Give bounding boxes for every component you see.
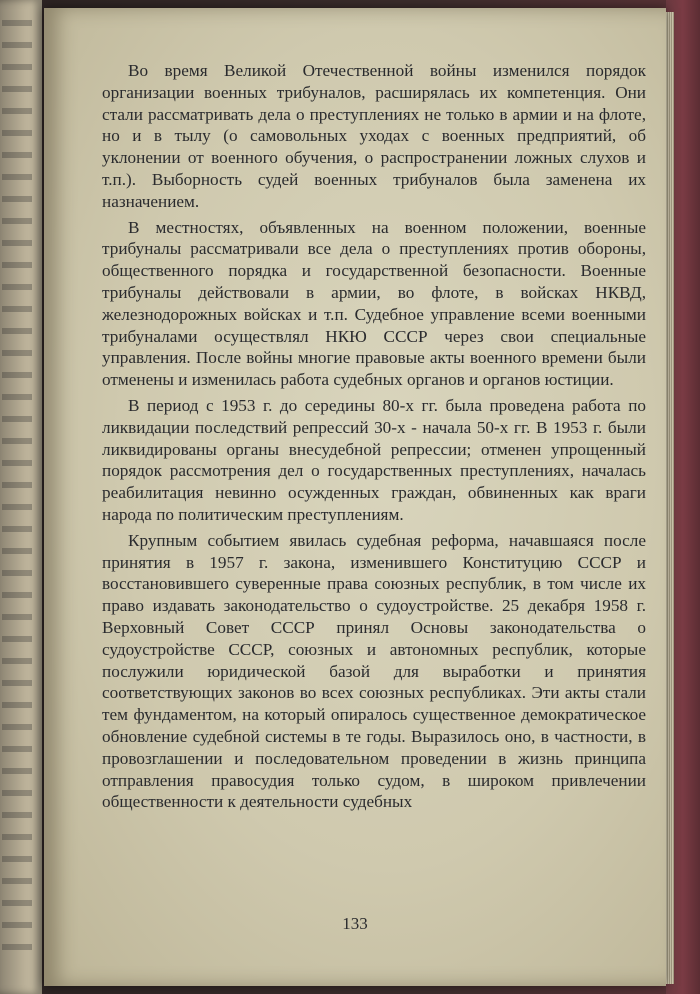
paragraph: Во время Великой Отечественной войны изменился порядок организации военных трибуналов, расширялась их компетенция. Они стали рассматривать дела о преступлениях не только в армии и на флоте, но и в тылу (о самовольных уходах с военных предприятий, об уклонении от военного обучения, о распространении ложных слухов и т.п.). Выборность судей военных трибуналов была заменена их назначением. bbox=[102, 61, 646, 211]
paragraph: В период с 1953 г. до середины 80-х гг. была проведена работа по ликвидации последствий репрессий 30-х - начала 50-х гг. В 1953 г. были ликвидированы органы внесудебной репрессии; отменен упрощенный порядок рассмотрения дел о государственных преступлениях, началась реабилитация невинно осужденных граждан, обвиненных как враги народа по политическим преступлениям. bbox=[102, 395, 646, 524]
paragraph: Крупным событием явилась судебная реформа, начавшаяся после принятия в 1957 г. закона, изменившего Конституцию СССР и восстановившего суверенные права союзных республик, в том числе их право издавать законодательство о судоустройстве. 25 декабря 1958 г. Верховный Совет СССР принял Основы законодательства о судоустройстве СССР, союзных и автономных республик, которые послужили юридической базой для выработки и принятия соответствующих законов во всех союзных республиках. Эти акты стали тем фундаментом, на который опиралось существенное демократическое обновление судебной системы в те годы. Выразилось оно, в частности, в провозглашении и последовательном проведении в жизнь принципа отправления правосудия только судом, в широком привлечении общественности к деятельности судебных bbox=[102, 530, 646, 812]
previous-page-edge bbox=[0, 0, 42, 994]
page-stack-edge bbox=[666, 12, 674, 984]
paragraph: В местностях, объявленных на военном положении, военные трибуналы рассматривали все дела о преступлениях против обороны, общественного порядка и государственной безопасности. Военные трибуналы действовали в армии, во флоте, в войсках НКВД, железнодорожных войсках и т.п. Судебное управление всеми военными трибуналами осуществлял НКЮ СССР через свои специальные управления. После войны многие правовые акты военного времени были отменены и изменилась работа судебных органов и органов юстиции. bbox=[102, 217, 646, 390]
page-body bbox=[102, 60, 646, 817]
book-page bbox=[44, 8, 666, 986]
page-number: 133 bbox=[342, 914, 368, 933]
previous-page-text-fragments bbox=[2, 20, 32, 960]
